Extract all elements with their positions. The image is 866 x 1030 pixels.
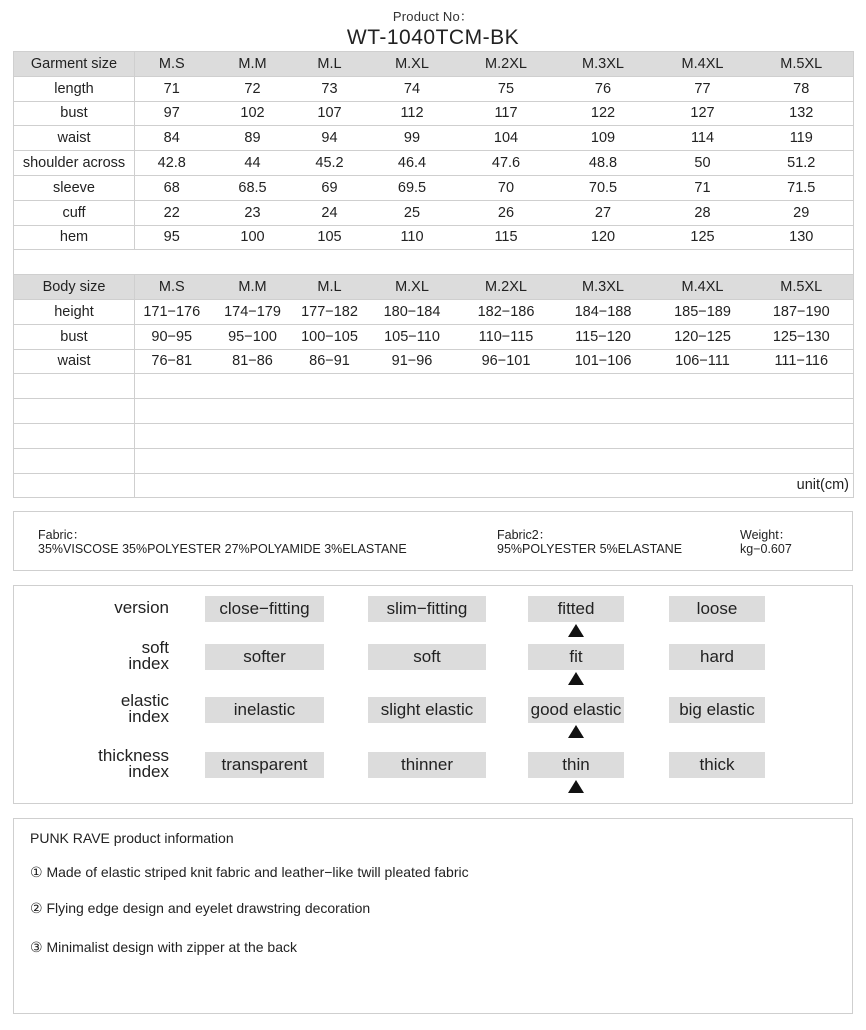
blank-row <box>14 374 854 399</box>
index-option: transparent <box>205 752 324 778</box>
blank-cell <box>14 374 135 399</box>
fabric-box <box>13 511 853 571</box>
table-cell: 115 <box>462 225 551 250</box>
table-row <box>14 175 854 200</box>
row-label: waist <box>14 349 135 374</box>
table-cell: 95−100 <box>209 324 297 349</box>
index-option: fit <box>528 644 624 670</box>
table-cell: 100−105 <box>297 324 363 349</box>
table-cell: 127 <box>656 101 750 126</box>
table-cell: 111−116 <box>750 349 854 374</box>
spacer-row <box>14 250 854 275</box>
selected-marker-icon <box>568 672 584 685</box>
blank-row <box>14 473 854 498</box>
table-cell: 51.2 <box>750 151 854 176</box>
index-option: big elastic <box>669 697 765 723</box>
table-cell: 73 <box>297 76 363 101</box>
size-header-cell: M.3XL <box>551 275 656 300</box>
table-cell: 187−190 <box>750 299 854 324</box>
table-cell: 96−101 <box>462 349 551 374</box>
body-size-title: Body size <box>14 275 135 300</box>
table-cell: 97 <box>135 101 209 126</box>
table-cell: 28 <box>656 200 750 225</box>
blank-cell <box>14 448 135 473</box>
table-cell: 71.5 <box>750 175 854 200</box>
table-cell: 130 <box>750 225 854 250</box>
size-table <box>13 51 854 498</box>
table-cell: 76−81 <box>135 349 209 374</box>
table-row <box>14 76 854 101</box>
row-label: cuff <box>14 200 135 225</box>
table-cell: 100 <box>209 225 297 250</box>
index-box <box>13 585 853 804</box>
table-cell: 42.8 <box>135 151 209 176</box>
index-option: hard <box>669 644 765 670</box>
table-cell: 184−188 <box>551 299 656 324</box>
row-label: hem <box>14 225 135 250</box>
weight <box>740 528 792 556</box>
table-cell: 174−179 <box>209 299 297 324</box>
index-row-label <box>128 640 169 672</box>
size-header-cell: M.3XL <box>551 52 656 77</box>
index-label-line1: version <box>114 598 169 617</box>
fabric2-label: Fabric2： <box>497 528 552 542</box>
index-option: close−fitting <box>205 596 324 622</box>
table-cell: 86−91 <box>297 349 363 374</box>
product-no-label: Product No： <box>392 9 474 24</box>
index-row-label <box>98 748 169 780</box>
row-label: shoulder across <box>14 151 135 176</box>
index-option: thick <box>669 752 765 778</box>
table-cell: 99 <box>363 126 462 151</box>
table-cell: 68 <box>135 175 209 200</box>
table-cell: 182−186 <box>462 299 551 324</box>
row-label: waist <box>14 126 135 151</box>
garment-size-header-row <box>14 52 854 77</box>
index-option: loose <box>669 596 765 622</box>
table-cell: 115−120 <box>551 324 656 349</box>
table-cell: 185−189 <box>656 299 750 324</box>
fabric-value: 35%VISCOSE 35%POLYESTER 27%POLYAMIDE 3%ELASTANE <box>38 542 407 556</box>
table-cell: 74 <box>363 76 462 101</box>
table-cell: 105 <box>297 225 363 250</box>
blank-row <box>14 448 854 473</box>
table-cell: 114 <box>656 126 750 151</box>
table-cell: 75 <box>462 76 551 101</box>
blank-cell <box>135 374 854 399</box>
product-info-item: ③ Minimalist design with zipper at the back <box>30 939 297 955</box>
index-label-line2: index <box>128 654 169 673</box>
index-option: inelastic <box>205 697 324 723</box>
product-info-item: ① Made of elastic striped knit fabric and leather−like twill pleated fabric <box>30 864 469 880</box>
blank-cell <box>14 473 135 498</box>
size-header-cell: M.5XL <box>750 52 854 77</box>
table-cell: 132 <box>750 101 854 126</box>
table-cell: 81−86 <box>209 349 297 374</box>
table-cell: 46.4 <box>363 151 462 176</box>
table-cell: 119 <box>750 126 854 151</box>
row-label: sleeve <box>14 175 135 200</box>
index-option: good elastic <box>528 697 624 723</box>
size-header-cell: M.2XL <box>462 52 551 77</box>
row-label: bust <box>14 324 135 349</box>
table-cell: 72 <box>209 76 297 101</box>
table-row <box>14 349 854 374</box>
table-cell: 125 <box>656 225 750 250</box>
index-label-line1: soft <box>141 638 169 657</box>
size-header-cell: M.M <box>209 52 297 77</box>
blank-cell <box>14 399 135 424</box>
table-cell: 104 <box>462 126 551 151</box>
table-cell: 26 <box>462 200 551 225</box>
table-cell: 101−106 <box>551 349 656 374</box>
table-cell: 25 <box>363 200 462 225</box>
table-cell: 68.5 <box>209 175 297 200</box>
table-cell: 71 <box>656 175 750 200</box>
header <box>0 6 866 50</box>
index-label-line1: elastic <box>120 691 169 710</box>
size-header-cell: M.XL <box>363 275 462 300</box>
row-label: bust <box>14 101 135 126</box>
index-option: thin <box>528 752 624 778</box>
fabric2-value: 95%POLYESTER 5%ELASTANE <box>497 542 683 556</box>
index-option: fitted <box>528 596 624 622</box>
table-cell: 117 <box>462 101 551 126</box>
size-header-cell: M.L <box>297 52 363 77</box>
selected-marker-icon <box>568 725 584 738</box>
table-cell: 102 <box>209 101 297 126</box>
table-cell: 107 <box>297 101 363 126</box>
table-cell: 180−184 <box>363 299 462 324</box>
index-option: softer <box>205 644 324 670</box>
index-label-line2: index <box>128 762 169 781</box>
size-header-cell: M.5XL <box>750 275 854 300</box>
table-cell: 77 <box>656 76 750 101</box>
index-option: slight elastic <box>368 697 486 723</box>
size-header-cell: M.S <box>135 52 209 77</box>
table-cell: 125−130 <box>750 324 854 349</box>
body-size-header-row <box>14 275 854 300</box>
table-cell: 71 <box>135 76 209 101</box>
table-row <box>14 324 854 349</box>
fabric-composition <box>38 528 407 556</box>
table-cell: 91−96 <box>363 349 462 374</box>
garment-size-title: Garment size <box>14 52 135 77</box>
table-cell: 22 <box>135 200 209 225</box>
unit-label: unit(cm) <box>135 473 854 498</box>
blank-cell <box>135 448 854 473</box>
table-row <box>14 126 854 151</box>
table-cell: 76 <box>551 76 656 101</box>
table-cell: 110−115 <box>462 324 551 349</box>
weight-label: Weight： <box>740 528 792 542</box>
table-cell: 70.5 <box>551 175 656 200</box>
table-cell: 89 <box>209 126 297 151</box>
table-cell: 109 <box>551 126 656 151</box>
table-cell: 122 <box>551 101 656 126</box>
table-row <box>14 101 854 126</box>
table-row <box>14 151 854 176</box>
index-row-label <box>114 600 169 616</box>
table-cell: 70 <box>462 175 551 200</box>
table-cell: 78 <box>750 76 854 101</box>
size-header-cell: M.L <box>297 275 363 300</box>
product-code: WT-1040TCM-BK <box>346 26 520 49</box>
index-label-line2: index <box>128 707 169 726</box>
size-header-cell: M.S <box>135 275 209 300</box>
size-header-cell: M.M <box>209 275 297 300</box>
table-cell: 29 <box>750 200 854 225</box>
table-cell: 27 <box>551 200 656 225</box>
table-cell: 23 <box>209 200 297 225</box>
table-cell: 44 <box>209 151 297 176</box>
size-header-cell: M.4XL <box>656 275 750 300</box>
fabric2-composition <box>497 528 682 556</box>
product-info-box <box>13 818 853 1014</box>
product-info-item: ② Flying edge design and eyelet drawstring decoration <box>30 900 371 916</box>
table-cell: 94 <box>297 126 363 151</box>
table-cell: 48.8 <box>551 151 656 176</box>
table-cell: 50 <box>656 151 750 176</box>
table-cell: 69 <box>297 175 363 200</box>
index-option: thinner <box>368 752 486 778</box>
table-cell: 120−125 <box>656 324 750 349</box>
table-row <box>14 225 854 250</box>
blank-cell <box>135 423 854 448</box>
selected-marker-icon <box>568 780 584 793</box>
table-cell: 171−176 <box>135 299 209 324</box>
table-cell: 69.5 <box>363 175 462 200</box>
product-info-title: PUNK RAVE product information <box>30 830 234 846</box>
table-cell: 120 <box>551 225 656 250</box>
table-cell: 84 <box>135 126 209 151</box>
table-row <box>14 200 854 225</box>
table-cell: 45.2 <box>297 151 363 176</box>
row-label: height <box>14 299 135 324</box>
blank-row <box>14 423 854 448</box>
table-cell: 110 <box>363 225 462 250</box>
blank-row <box>14 399 854 424</box>
weight-value: kg−0.607 <box>740 542 792 556</box>
row-label: length <box>14 76 135 101</box>
blank-cell <box>135 399 854 424</box>
index-option: soft <box>368 644 486 670</box>
blank-cell <box>14 423 135 448</box>
table-cell: 90−95 <box>135 324 209 349</box>
table-row <box>14 299 854 324</box>
table-cell: 112 <box>363 101 462 126</box>
fabric-label: Fabric： <box>38 528 86 542</box>
index-row-label <box>121 693 169 725</box>
table-cell: 95 <box>135 225 209 250</box>
table-cell: 47.6 <box>462 151 551 176</box>
size-header-cell: M.2XL <box>462 275 551 300</box>
table-cell: 106−111 <box>656 349 750 374</box>
spacer-cell <box>14 250 854 275</box>
index-label-line1: thickness <box>98 746 169 765</box>
table-cell: 24 <box>297 200 363 225</box>
index-option: slim−fitting <box>368 596 486 622</box>
size-header-cell: M.4XL <box>656 52 750 77</box>
size-header-cell: M.XL <box>363 52 462 77</box>
table-cell: 105−110 <box>363 324 462 349</box>
selected-marker-icon <box>568 624 584 637</box>
table-cell: 177−182 <box>297 299 363 324</box>
